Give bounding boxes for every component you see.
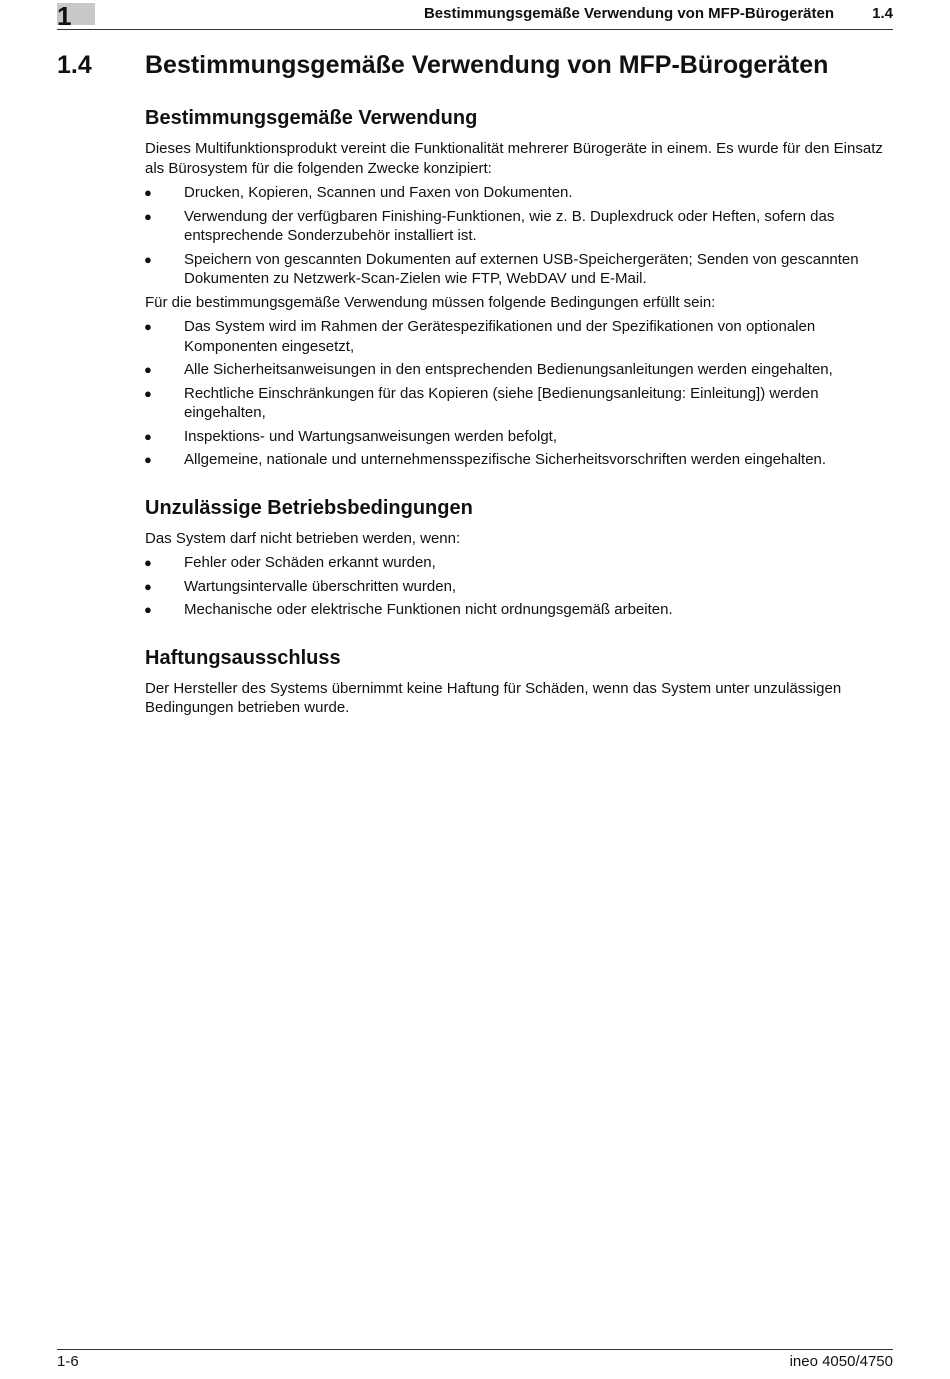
- bullet-icon: ●: [144, 185, 152, 200]
- bullet-icon: ●: [144, 602, 152, 617]
- bullet-icon: ●: [144, 555, 152, 570]
- bullet-icon: ●: [144, 452, 152, 467]
- list-item: ● Wartungsintervalle überschritten wurden,: [144, 577, 457, 595]
- paragraph: Das System darf nicht betrieben werden, wenn:: [145, 529, 461, 547]
- list-item: ● Fehler oder Schäden erkannt wurden,: [144, 554, 436, 571]
- bullet-icon: ●: [144, 428, 152, 444]
- bullet-icon: ●: [144, 578, 152, 594]
- list-item: ● Verwendung der verfügbaren Finishing-Funktionen, wie z. B. Duplexdruck oder Heften, sofern das entsprechende Sonderzubehör installiert ist.: [144, 207, 835, 244]
- paragraph: Dieses Multifunktionsprodukt vereint die Funktionalität mehrerer Bürogeräte in einem. Es wurde für den Einsatz als Bürosystem für die folgenden Zwecke konzipiert:: [145, 140, 883, 177]
- bullet-icon: ●: [144, 208, 152, 224]
- product-name: ineo 4050/4750: [789, 1353, 893, 1370]
- page-title: Bestimmungsgemäße Verwendung von MFP-Bürogeräten: [145, 51, 829, 79]
- running-title: Bestimmungsgemäße Verwendung von MFP-Bürogeräten: [423, 5, 834, 22]
- bullet-icon: ●: [144, 251, 152, 267]
- paragraph: Für die bestimmungsgemäße Verwendung müssen folgende Bedingungen erfüllt sein:: [145, 293, 716, 311]
- bullet-icon: ●: [144, 362, 152, 377]
- list-item: ● Speichern von gescannten Dokumenten auf externen USB-Speichergeräten; Senden von gescannten Dokumenten zu Netzwerk-Scan-Zielen wie FTP, WebDAV und E-Mail.: [144, 250, 859, 287]
- main-content: [145, 106, 893, 723]
- heading-number: 1.4: [57, 51, 92, 79]
- bullet-list: [145, 317, 893, 470]
- section-heading-invalid-conditions: Unzulässige Betriebsbedingungen: [145, 496, 473, 519]
- list-item: ● Inspektions- und Wartungsanweisungen werden befolgt,: [144, 427, 558, 445]
- list-item: ● Allgemeine, nationale und unternehmensspezifische Sicherheitsvorschriften werden eingehalten.: [144, 451, 827, 468]
- bullet-list: [145, 553, 893, 620]
- paragraph: Der Hersteller des Systems übernimmt keine Haftung für Schäden, wenn das System unter unzulässigen Bedingungen betrieben wurde.: [145, 679, 842, 716]
- list-item: ● Rechtliche Einschränkungen für das Kopieren (siehe [Bedienungsanleitung: Einleitung]) werden eingehalten,: [144, 384, 819, 421]
- footer-divider: [57, 1349, 893, 1350]
- section-heading-disclaimer: Haftungsausschluss: [145, 646, 341, 669]
- bullet-icon: ●: [144, 385, 152, 401]
- header-section-number: 1.4: [872, 5, 893, 22]
- list-item: ● Drucken, Kopieren, Scannen und Faxen von Dokumenten.: [144, 184, 573, 201]
- chapter-number: 1: [57, 1, 72, 31]
- list-item: ● Das System wird im Rahmen der Gerätespezifikationen und der Spezifikationen von optionalen Komponenten eingesetzt,: [144, 318, 816, 355]
- list-item: ● Mechanische oder elektrische Funktionen nicht ordnungsgemäß arbeiten.: [144, 601, 673, 618]
- section-heading-intended-use: Bestimmungsgemäße Verwendung: [145, 107, 478, 129]
- bullet-icon: ●: [144, 319, 152, 334]
- bullet-list: [145, 183, 893, 289]
- page-number: 1-6: [57, 1353, 79, 1370]
- list-item: ● Alle Sicherheitsanweisungen in den entsprechenden Bedienungsanleitungen werden eingehalten,: [144, 361, 833, 378]
- header-divider: [57, 29, 893, 30]
